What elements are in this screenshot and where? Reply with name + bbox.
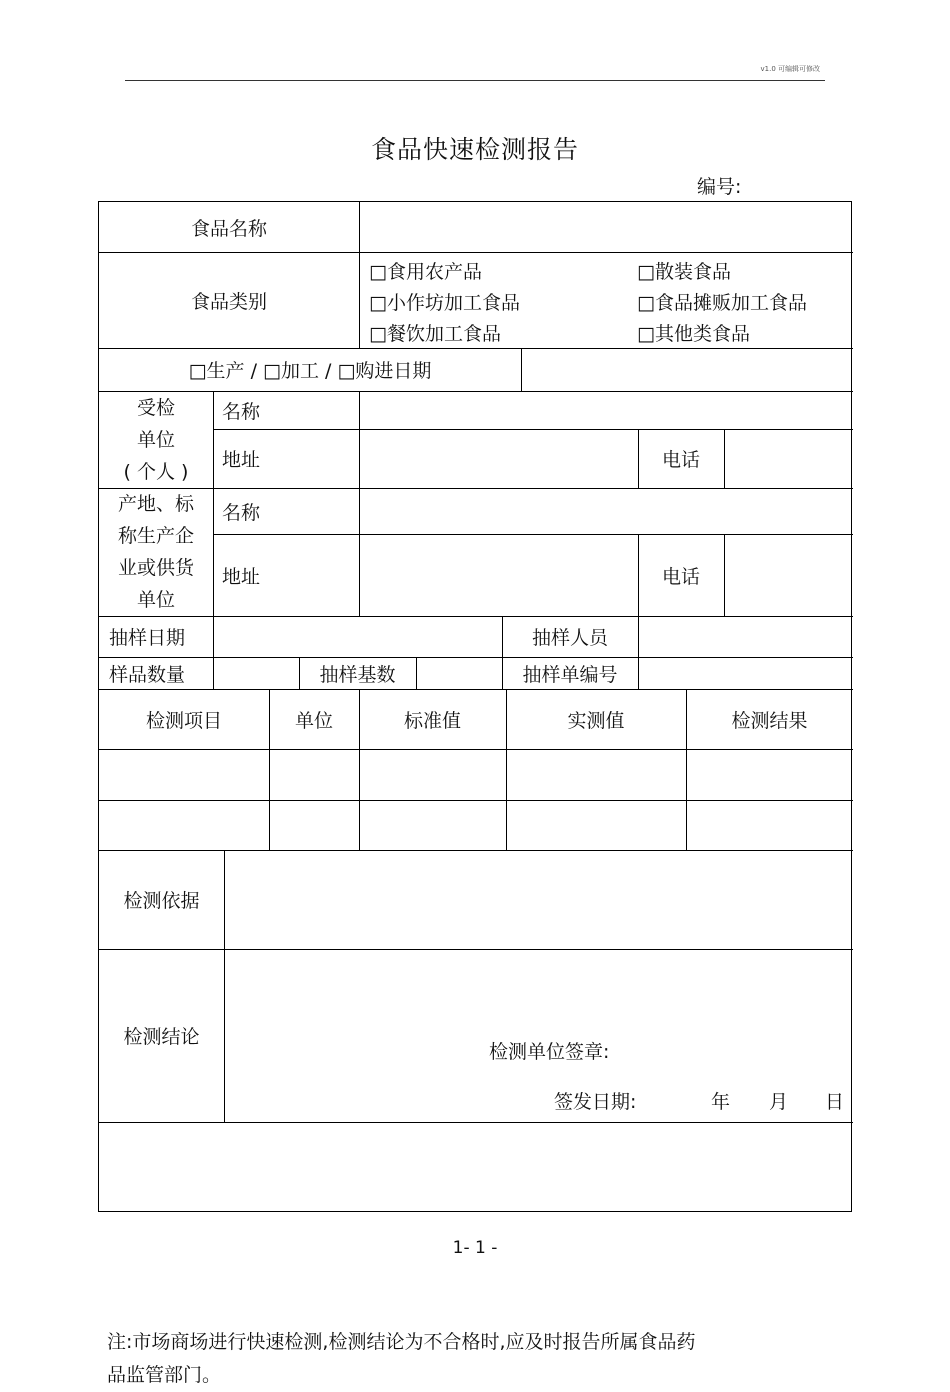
origin-address-field[interactable] [360, 534, 638, 616]
category-option-bulk[interactable]: □散装食品 [637, 260, 731, 283]
food-name-label: 食品名称 [190, 217, 267, 240]
col-measured-value: 实测值 [567, 709, 625, 732]
origin-unit-line-2: 称生产企 [117, 525, 194, 547]
issue-date-label: 签发日期: [554, 1090, 637, 1113]
doc-number-label: 编号: [697, 176, 742, 198]
page-number: 1- 1 - [452, 1238, 498, 1258]
origin-name-field[interactable] [360, 488, 853, 534]
sampler-label: 抽样人员 [531, 627, 608, 649]
month-label: 月 [769, 1090, 789, 1113]
origin-address-label: 地址 [222, 565, 261, 588]
origin-unit-label [99, 488, 213, 616]
year-label: 年 [711, 1090, 731, 1113]
footnote-line-2: 品监管部门。 [107, 1364, 222, 1386]
stamp-label: 检测单位签章: [489, 1040, 610, 1063]
inspected-unit-line-2: 单位 [136, 428, 175, 451]
version-note: v1.0 可编辑可修改 [760, 65, 820, 73]
test-row-1[interactable] [99, 749, 853, 800]
food-category-label: 食品类别 [190, 290, 267, 313]
category-option-catering[interactable]: □餐饮加工食品 [369, 322, 501, 345]
basis-field[interactable] [225, 850, 853, 949]
origin-name-label: 名称 [222, 501, 261, 524]
inspected-unit-line-3: ( 个人 ) [123, 460, 189, 483]
page-title: 食品快速检测报告 [370, 135, 579, 164]
basis-label: 检测依据 [123, 890, 200, 912]
sampling-no-field[interactable] [639, 657, 853, 689]
origin-phone-field[interactable] [725, 534, 853, 616]
category-option-other[interactable]: □其他类食品 [637, 322, 750, 345]
inspected-name-field[interactable] [360, 391, 853, 429]
date-type-label[interactable]: □生产 / □加工 / □购进日期 [188, 360, 432, 382]
header-rule [125, 80, 825, 81]
col-test-result: 检测结果 [731, 709, 808, 732]
inspected-address-label: 地址 [222, 449, 261, 471]
col-unit: 单位 [294, 709, 333, 732]
footnote-line-1: 注:市场商场进行快速检测,检测结论为不合格时,应及时报告所属食品药 [107, 1331, 696, 1353]
sample-qty-label: 样品数量 [109, 663, 186, 686]
inspected-unit-label [99, 391, 213, 488]
inspected-phone-label: 电话 [661, 449, 700, 471]
inspected-phone-field[interactable] [725, 429, 853, 488]
category-option-workshop[interactable]: □小作坊加工食品 [369, 291, 520, 314]
conclusion-label: 检测结论 [123, 1026, 200, 1048]
origin-phone-label: 电话 [661, 565, 700, 588]
category-option-vendor[interactable]: □食品摊贩加工食品 [637, 291, 807, 314]
date-field[interactable] [522, 348, 853, 391]
sample-qty-field[interactable] [214, 657, 299, 689]
day-label: 日 [825, 1090, 845, 1113]
category-option-agri[interactable]: □食用农产品 [369, 260, 482, 283]
sampling-base-label: 抽样基数 [319, 663, 396, 686]
sampling-date-field[interactable] [214, 616, 502, 657]
sampler-field[interactable] [639, 616, 853, 657]
test-row-2[interactable] [99, 800, 853, 850]
sampling-base-field[interactable] [417, 657, 502, 689]
sampling-date-label: 抽样日期 [109, 627, 186, 649]
inspected-name-label: 名称 [222, 400, 261, 423]
food-name-field[interactable] [360, 202, 853, 252]
col-standard-value: 标准值 [403, 709, 461, 732]
col-test-item: 检测项目 [145, 709, 222, 732]
origin-unit-line-4: 单位 [136, 589, 175, 611]
origin-unit-line-3: 业或供货 [117, 557, 194, 579]
origin-unit-line-1: 产地、标 [117, 493, 194, 515]
inspected-address-field[interactable] [360, 429, 638, 488]
inspected-unit-line-1: 受检 [136, 396, 175, 419]
sampling-no-label: 抽样单编号 [522, 663, 618, 686]
footnote [107, 1326, 807, 1392]
